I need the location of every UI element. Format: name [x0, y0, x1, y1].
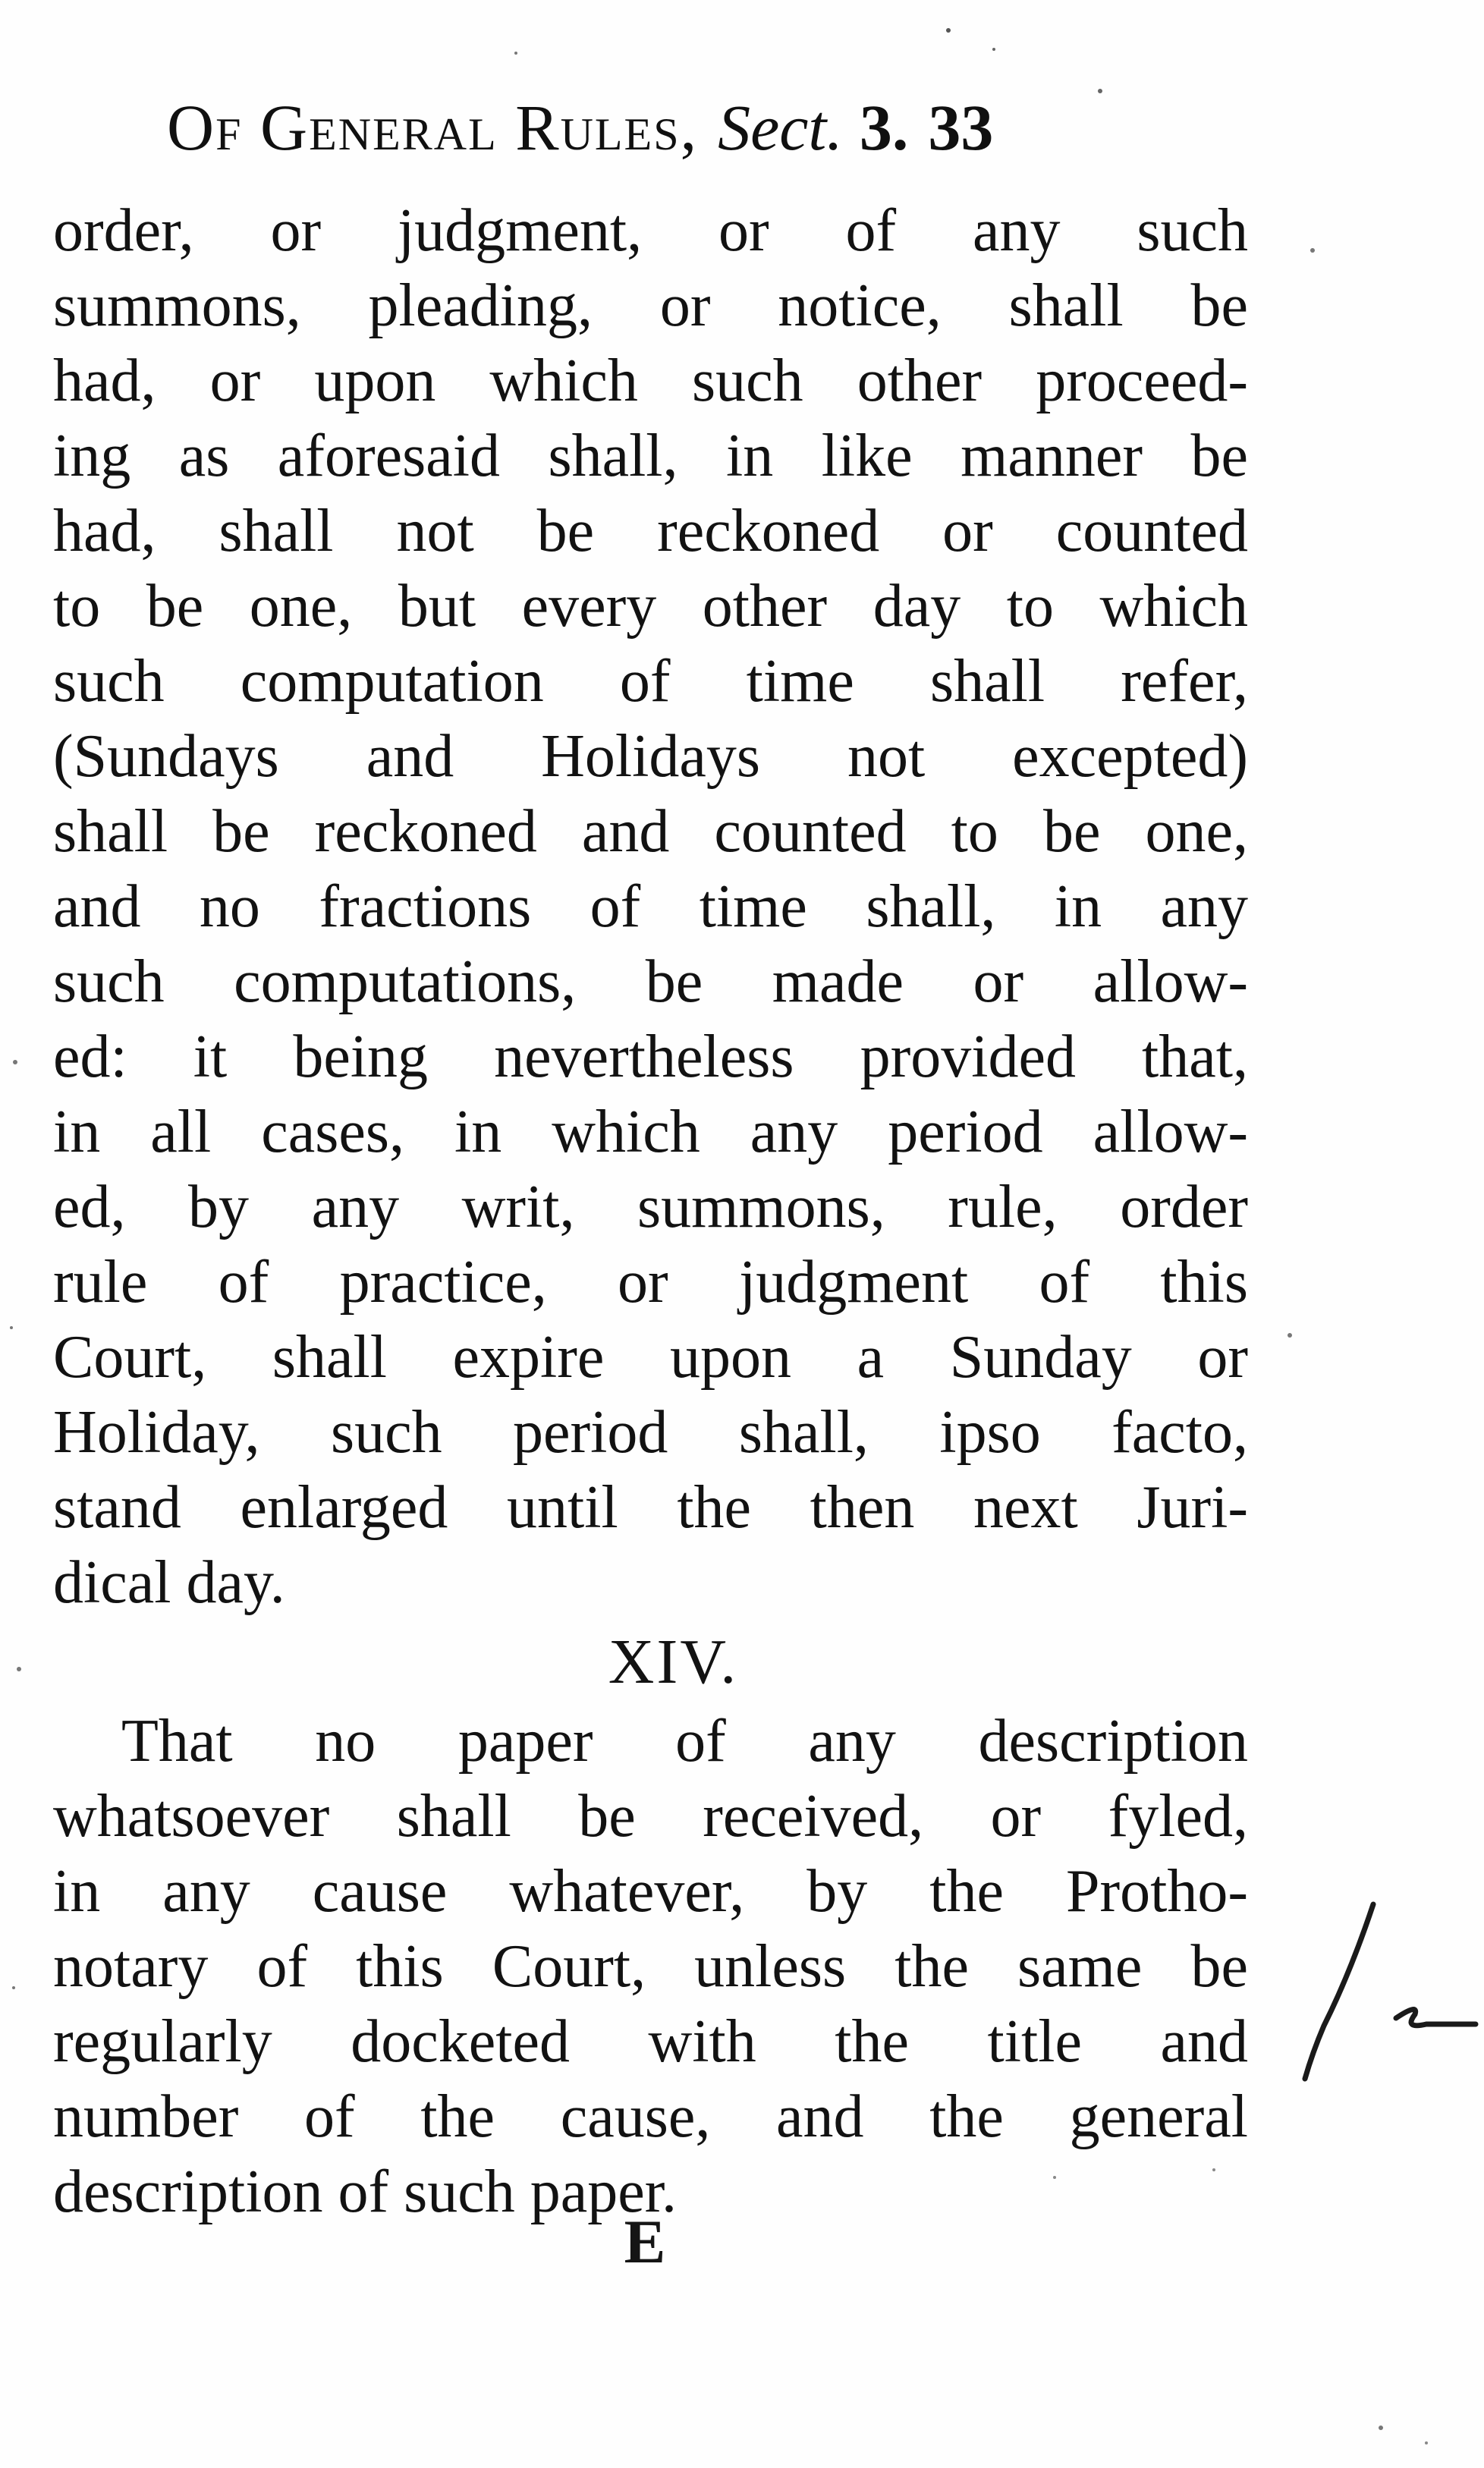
text-line: shall be reckoned and counted to be one,: [53, 798, 1248, 865]
text-line: and no fractions of time shall, in any: [53, 873, 1248, 940]
text-line: ed, by any writ, summons, rule, order: [53, 1174, 1248, 1240]
text-line: That no paper of any description: [121, 1708, 1248, 1775]
text-line: rule of practice, or judgment of this: [53, 1249, 1248, 1316]
text-line: dical day.: [53, 1549, 285, 1616]
header-section-label: Sect.: [718, 91, 843, 164]
signature-mark: E: [624, 2207, 666, 2276]
text-line: regularly docketed with the title and: [53, 2008, 1248, 2075]
text-line: ing as aforesaid shall, in like manner be: [53, 423, 1248, 489]
text-line: description of such paper.: [53, 2158, 677, 2225]
text-line: had, or upon which such other proceed-: [53, 347, 1248, 414]
text-line: had, shall not be reckoned or counted: [53, 498, 1248, 564]
running-header: [167, 82, 1244, 173]
text-line: in any cause whatever, by the Protho-: [53, 1858, 1248, 1925]
text-line: summons, pleading, or notice, shall be: [53, 272, 1248, 339]
text-line: in all cases, in which any period allow-: [53, 1099, 1248, 1165]
header-title: Of General Rules,: [167, 91, 699, 164]
text-line: whatsoever shall be received, or fyled,: [53, 1783, 1248, 1850]
header-section-number: 3.: [859, 91, 909, 164]
text-line: such computations, be made or allow-: [53, 948, 1248, 1015]
text-line: stand enlarged until the then next Juri-: [53, 1474, 1248, 1541]
text-line: Court, shall expire upon a Sunday or: [53, 1324, 1248, 1391]
text-line: notary of this Court, unless the same be: [53, 1933, 1248, 2000]
page-number: 33: [928, 91, 994, 164]
paragraph-13-continuation: [53, 193, 1248, 1621]
page-body: [53, 193, 1248, 2230]
text-line: such computation of time shall refer,: [53, 648, 1248, 715]
text-line: ed: it being nevertheless provided that,: [53, 1023, 1248, 1090]
text-line: to be one, but every other day to which: [53, 573, 1248, 640]
section-heading-xiv: XIV.: [608, 1627, 739, 1697]
paragraph-14: [53, 1704, 1248, 2230]
text-line: Holiday, such period shall, ipso facto,: [53, 1399, 1248, 1466]
text-line: (Sundays and Holidays not excepted): [53, 723, 1248, 790]
text-line: number of the cause, and the general: [53, 2083, 1248, 2150]
text-line: order, or judgment, or of any such: [53, 197, 1248, 264]
handwritten-mark-icon: [1282, 1889, 1484, 2102]
